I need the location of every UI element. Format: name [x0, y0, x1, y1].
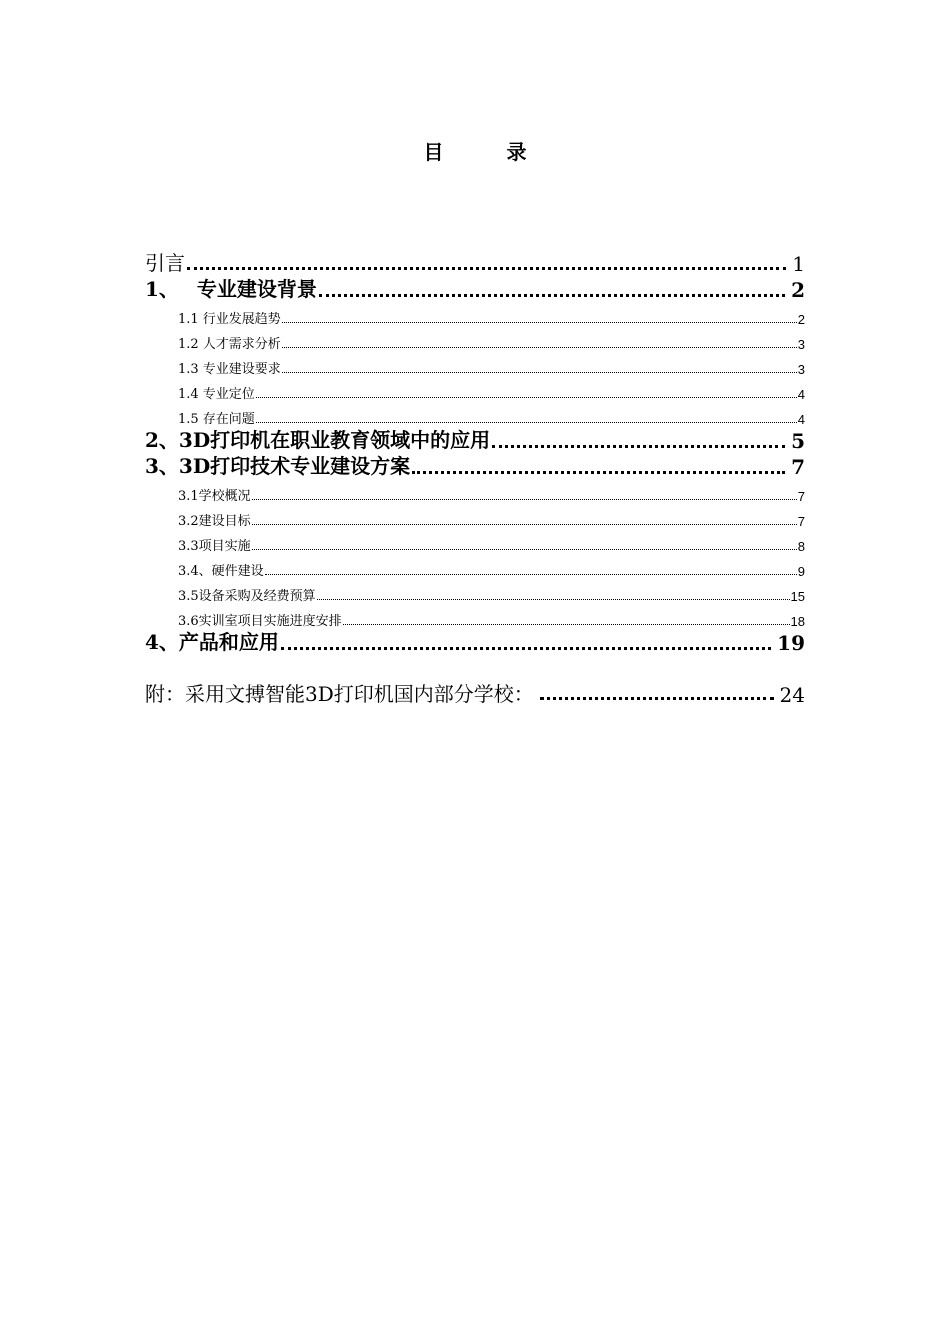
dot-leader [540, 697, 774, 700]
toc-page-number: 1 [792, 252, 805, 276]
toc-entry-label: 1.2 人才需求分析 [178, 337, 281, 352]
toc-entry-1-2[interactable] [145, 327, 805, 352]
toc-entry-1-1[interactable] [145, 302, 805, 327]
toc-entry-label: 1.3 专业建设要求 [178, 362, 281, 377]
toc-entry-3-4[interactable] [145, 554, 805, 579]
toc-title: 目 录 [423, 140, 555, 164]
dot-leader [282, 372, 797, 373]
toc-entry-label: 3.5设备采购及经费预算 [178, 589, 316, 604]
toc-page-number: 19 [777, 631, 805, 655]
toc-page-number: 15 [790, 589, 805, 604]
toc-page-number: 24 [779, 683, 805, 707]
toc-entry-appendix[interactable] [145, 675, 805, 707]
dot-leader [492, 445, 785, 448]
toc-entry-1-4[interactable] [145, 377, 805, 402]
toc-page-number: 3 [797, 337, 805, 352]
dot-leader [187, 267, 786, 270]
dot-leader [343, 624, 790, 625]
toc-entry-intro[interactable] [145, 248, 805, 276]
dot-leader [281, 647, 771, 650]
toc-entry-1-3[interactable] [145, 352, 805, 377]
dot-leader [282, 322, 797, 323]
toc-page-number: 2 [791, 278, 805, 302]
toc-entry-3-5[interactable] [145, 579, 805, 604]
dot-leader [252, 524, 797, 525]
toc-entry-label: 1.1 行业发展趋势 [178, 312, 281, 327]
toc-entry-label: 3.3项目实施 [178, 539, 251, 554]
dot-leader [412, 471, 785, 474]
toc-entry-label: 附：采用文搏智能3D打印机国内部分学校： [145, 682, 534, 706]
toc-entry-3-3[interactable] [145, 529, 805, 554]
toc-page-number: 3 [797, 362, 805, 377]
dot-leader [317, 599, 790, 600]
toc-page-number: 4 [797, 412, 805, 427]
toc-page-number: 5 [791, 429, 805, 453]
dot-leader [256, 397, 797, 398]
toc-entry-3-2[interactable] [145, 504, 805, 529]
toc-entry-label: 3.2建设目标 [178, 514, 251, 529]
dot-leader [252, 499, 797, 500]
toc-entry-label: 3.6实训室项目实施进度安排 [178, 614, 342, 629]
toc-entry-label: 2、3D打印机在职业教育领域中的应用 [145, 428, 491, 452]
toc-entry-label: 3.4、硬件建设 [178, 564, 264, 579]
toc-entry-label: 1.4 专业定位 [178, 387, 255, 402]
toc-entry-section-1[interactable] [145, 276, 805, 302]
toc-entry-label: 3.1学校概况 [178, 489, 251, 504]
toc-page-number: 4 [797, 387, 805, 402]
toc-entry-label: 3、3D打印技术专业建设方案 [145, 454, 411, 478]
toc-entry-label: 引言 [145, 251, 185, 275]
toc-entry-section-4[interactable] [145, 629, 805, 655]
toc-entry-section-3[interactable] [145, 453, 805, 479]
spacer [145, 655, 805, 675]
toc-entry-3-1[interactable] [145, 479, 805, 504]
toc-page-number: 18 [790, 614, 805, 629]
toc-page-number: 8 [797, 539, 805, 554]
toc-entry-label: 1.5 存在问题 [178, 412, 255, 427]
toc-page-number: 9 [797, 564, 805, 579]
toc-page-number: 2 [797, 312, 805, 327]
dot-leader [319, 294, 785, 297]
toc-page-number: 7 [797, 489, 805, 504]
toc-page-number: 7 [791, 455, 805, 479]
toc-page-number: 7 [797, 514, 805, 529]
dot-leader [265, 574, 797, 575]
table-of-contents [145, 248, 805, 707]
dot-leader [256, 422, 797, 423]
toc-entry-label: 1、 专业建设背景 [145, 277, 317, 301]
toc-entry-label: 4、产品和应用 [145, 630, 279, 654]
dot-leader [252, 549, 797, 550]
dot-leader [282, 347, 797, 348]
